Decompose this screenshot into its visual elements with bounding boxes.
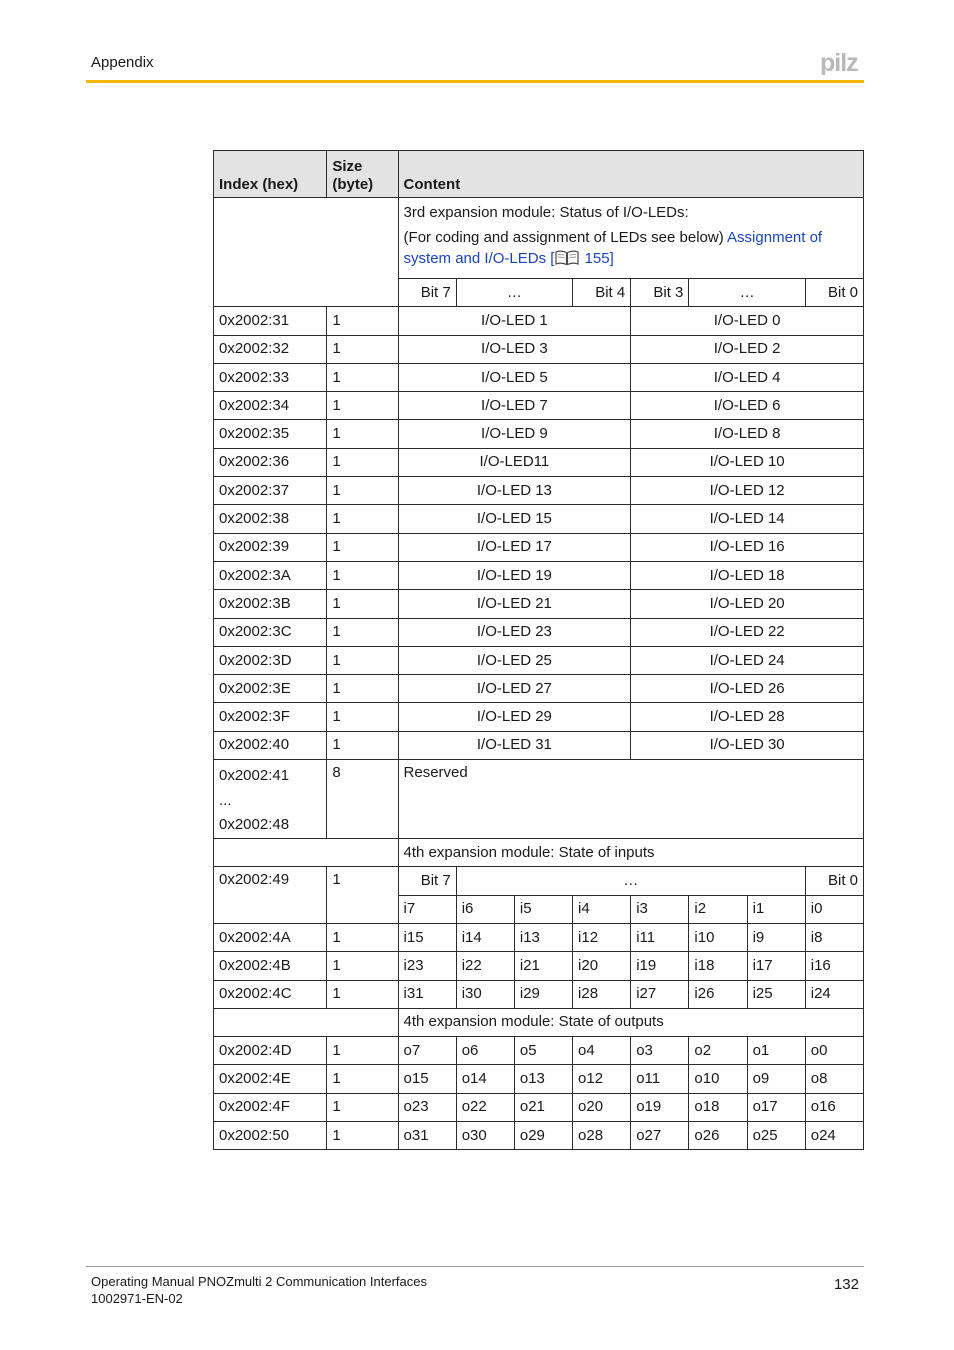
output-bit-cell: o17 <box>747 1093 805 1121</box>
index-cell: 0x2002:4B <box>214 952 327 980</box>
index-range-line: ... <box>219 791 232 809</box>
index-cell: 0x2002:3C <box>214 618 327 646</box>
led-low-cell: I/O-LED 26 <box>631 675 864 703</box>
output-bit-cell: o2 <box>689 1037 747 1065</box>
size-cell: 1 <box>327 1065 398 1093</box>
index-cell: 0x2002:34 <box>214 392 327 420</box>
led-high-cell: I/O-LED 7 <box>398 392 631 420</box>
size-cell: 1 <box>327 392 398 420</box>
size-cell: 1 <box>327 561 398 589</box>
input-bit-cell: i19 <box>631 952 689 980</box>
led-high-cell: I/O-LED 15 <box>398 505 631 533</box>
output-bit-cell: o23 <box>398 1093 456 1121</box>
size-cell: 1 <box>327 307 398 335</box>
output-bit-cell: o14 <box>456 1065 514 1093</box>
led-low-cell: I/O-LED 2 <box>631 335 864 363</box>
input-bit-cell: i14 <box>456 923 514 951</box>
bit-ellipsis-cell: … <box>456 867 805 895</box>
led-low-cell: I/O-LED 28 <box>631 703 864 731</box>
module3-description <box>398 198 863 279</box>
led-high-cell: I/O-LED 31 <box>398 731 631 759</box>
output-bit-cell: o6 <box>456 1037 514 1065</box>
led-low-cell: I/O-LED 16 <box>631 533 864 561</box>
input-bit-cell: i3 <box>631 895 689 923</box>
table-row <box>214 703 864 731</box>
input-bit-cell: i8 <box>805 923 863 951</box>
led-high-cell: I/O-LED 27 <box>398 675 631 703</box>
led-high-cell: I/O-LED 17 <box>398 533 631 561</box>
led-low-cell: I/O-LED 18 <box>631 561 864 589</box>
table-row <box>214 731 864 759</box>
led-high-cell: I/O-LED 25 <box>398 646 631 674</box>
table-row <box>214 307 864 335</box>
output-bit-cell: o7 <box>398 1037 456 1065</box>
assignment-link-text: Assignment of system and I/O-LEDs <box>403 229 823 267</box>
column-header-content: Content <box>398 151 863 198</box>
led-high-cell: I/O-LED 9 <box>398 420 631 448</box>
input-bit-cell: i21 <box>514 952 572 980</box>
input-bit-cell: i10 <box>689 923 747 951</box>
input-bit-cell: i6 <box>456 895 514 923</box>
size-cell: 1 <box>327 335 398 363</box>
size-cell: 1 <box>327 675 398 703</box>
led-low-cell: I/O-LED 22 <box>631 618 864 646</box>
table-row <box>214 533 864 561</box>
input-bit-cell: i27 <box>631 980 689 1008</box>
input-bit-cell: i25 <box>747 980 805 1008</box>
output-bit-cell: o0 <box>805 1037 863 1065</box>
index-cell: 0x2002:49 <box>214 867 327 924</box>
input-bit-cell: i24 <box>805 980 863 1008</box>
output-bit-cell: o16 <box>805 1093 863 1121</box>
empty-cell <box>214 839 399 867</box>
empty-cell <box>214 1008 399 1036</box>
size-cell: 1 <box>327 952 398 980</box>
input-bit-cell: i26 <box>689 980 747 1008</box>
index-cell: 0x2002:40 <box>214 731 327 759</box>
output-bit-cell: o13 <box>514 1065 572 1093</box>
led-low-cell: I/O-LED 8 <box>631 420 864 448</box>
header-rule <box>86 80 864 83</box>
output-bit-cell: o9 <box>747 1065 805 1093</box>
led-low-cell: I/O-LED 10 <box>631 448 864 476</box>
table-row <box>214 448 864 476</box>
index-cell: 0x2002:31 <box>214 307 327 335</box>
index-cell: 0x2002:36 <box>214 448 327 476</box>
section-title: Appendix <box>91 54 154 71</box>
table-row <box>214 675 864 703</box>
pilz-logo <box>820 51 864 79</box>
input-bit-cell: i30 <box>456 980 514 1008</box>
input-bit-cell: i2 <box>689 895 747 923</box>
input-bit-cell: i28 <box>573 980 631 1008</box>
output-bit-cell: o5 <box>514 1037 572 1065</box>
input-bit-cell: i0 <box>805 895 863 923</box>
table-header-row <box>214 151 864 198</box>
module4-inputs-title: 4th expansion module: State of inputs <box>398 839 863 867</box>
output-bit-cell: o24 <box>805 1122 863 1150</box>
output-bit-cell: o3 <box>631 1037 689 1065</box>
led-high-cell: I/O-LED 1 <box>398 307 631 335</box>
index-cell: 0x2002:4A <box>214 923 327 951</box>
output-bit-cell: o31 <box>398 1122 456 1150</box>
size-cell: 1 <box>327 420 398 448</box>
module4-inputs-title-row <box>214 839 864 867</box>
table-row <box>214 1093 864 1121</box>
input-bit-cell: i17 <box>747 952 805 980</box>
input-bit-cell: i7 <box>398 895 456 923</box>
index-cell: 0x2002:39 <box>214 533 327 561</box>
output-bit-cell: o18 <box>689 1093 747 1121</box>
index-cell: 0x2002:38 <box>214 505 327 533</box>
index-cell: 0x2002:3A <box>214 561 327 589</box>
index-cell: 0x2002:32 <box>214 335 327 363</box>
size-cell: 1 <box>327 646 398 674</box>
module4-outputs-title: 4th expansion module: State of outputs <box>398 1008 863 1036</box>
led-high-cell: I/O-LED 13 <box>398 477 631 505</box>
size-cell: 8 <box>327 760 398 839</box>
led-high-cell: I/O-LED11 <box>398 448 631 476</box>
empty-cell <box>214 198 399 307</box>
size-cell: 1 <box>327 363 398 391</box>
output-bit-cell: o1 <box>747 1037 805 1065</box>
module3-description-row <box>214 198 864 279</box>
output-bit-cell: o19 <box>631 1093 689 1121</box>
input-bit-cell: i1 <box>747 895 805 923</box>
size-cell: 1 <box>327 477 398 505</box>
input-bit-cell: i23 <box>398 952 456 980</box>
table-row <box>214 1065 864 1093</box>
bit-ellipsis-cell: … <box>456 279 572 307</box>
size-cell: 1 <box>327 618 398 646</box>
module4-outputs-title-row <box>214 1008 864 1036</box>
output-bit-cell: o27 <box>631 1122 689 1150</box>
size-cell: 1 <box>327 1037 398 1065</box>
table-row <box>214 363 864 391</box>
output-bit-cell: o21 <box>514 1093 572 1121</box>
module3-note <box>404 227 858 272</box>
module3-title: 3rd expansion module: Status of I/O-LEDs: <box>403 204 689 221</box>
index-cell: 0x2002:3D <box>214 646 327 674</box>
size-cell: 1 <box>327 867 398 924</box>
output-bit-cell: o10 <box>689 1065 747 1093</box>
input-bit-cell: i15 <box>398 923 456 951</box>
bit-label-cell: Bit 4 <box>573 279 631 307</box>
led-high-cell: I/O-LED 3 <box>398 335 631 363</box>
bit-label-cell: Bit 0 <box>805 279 863 307</box>
output-bit-cell: o26 <box>689 1122 747 1150</box>
size-cell: 1 <box>327 703 398 731</box>
input-bit-cell: i13 <box>514 923 572 951</box>
led-high-cell: I/O-LED 5 <box>398 363 631 391</box>
input-bit-cell: i29 <box>514 980 572 1008</box>
table-row <box>214 1122 864 1150</box>
index-cell: 0x2002:3B <box>214 590 327 618</box>
bit-label-cell: Bit 7 <box>398 279 456 307</box>
output-bit-cell: o11 <box>631 1065 689 1093</box>
footer-manual-title: Operating Manual PNOZmulti 2 Communication Interfaces <box>91 1274 427 1289</box>
size-cell: 1 <box>327 448 398 476</box>
output-bit-cell: o12 <box>573 1065 631 1093</box>
led-high-cell: I/O-LED 19 <box>398 561 631 589</box>
table-row <box>214 420 864 448</box>
module3-note-text: (For coding and assignment of LEDs see below) <box>403 229 728 246</box>
input-bit-cell: i5 <box>514 895 572 923</box>
led-high-cell: I/O-LED 21 <box>398 590 631 618</box>
table-row <box>214 923 864 951</box>
index-cell: 0x2002:50 <box>214 1122 327 1150</box>
led-low-cell: I/O-LED 14 <box>631 505 864 533</box>
index-cell: 0x2002:3F <box>214 703 327 731</box>
output-bit-cell: o29 <box>514 1122 572 1150</box>
input-bit-cell: i4 <box>573 895 631 923</box>
object-index-table <box>213 150 864 1150</box>
output-bit-cell: o4 <box>573 1037 631 1065</box>
index-cell: 0x2002:4F <box>214 1093 327 1121</box>
table-row <box>214 980 864 1008</box>
input-bit-cell: i18 <box>689 952 747 980</box>
index-cell: 0x2002:4D <box>214 1037 327 1065</box>
output-bit-cell: o22 <box>456 1093 514 1121</box>
bit-label-cell: Bit 0 <box>805 867 863 895</box>
output-bit-cell: o25 <box>747 1122 805 1150</box>
size-cell: 1 <box>327 731 398 759</box>
index-cell: 0x2002:37 <box>214 477 327 505</box>
input-bit-cell: i20 <box>573 952 631 980</box>
table-row <box>214 505 864 533</box>
bit-label-cell: Bit 7 <box>398 867 456 895</box>
table-row <box>214 952 864 980</box>
size-cell: 1 <box>327 533 398 561</box>
index-cell: 0x2002:4C <box>214 980 327 1008</box>
footer-doc-number: 1002971-EN-02 <box>91 1291 183 1306</box>
led-low-cell: I/O-LED 12 <box>631 477 864 505</box>
table-row <box>214 590 864 618</box>
input-bit-cell: i9 <box>747 923 805 951</box>
bit-ellipsis-cell: … <box>689 279 805 307</box>
led-low-cell: I/O-LED 24 <box>631 646 864 674</box>
table-row <box>214 646 864 674</box>
book-icon <box>554 249 580 272</box>
reserved-row <box>214 760 864 839</box>
index-cell: 0x2002:35 <box>214 420 327 448</box>
led-high-cell: I/O-LED 23 <box>398 618 631 646</box>
table-row <box>214 561 864 589</box>
column-header-size: Size (byte) <box>327 151 398 198</box>
reserved-cell: Reserved <box>398 760 863 839</box>
index-range-line: 0x2002:41 <box>219 767 290 785</box>
input-bit-cell: i11 <box>631 923 689 951</box>
size-cell: 1 <box>327 590 398 618</box>
table-row <box>214 1037 864 1065</box>
output-bit-cell: o8 <box>805 1065 863 1093</box>
led-low-cell: I/O-LED 20 <box>631 590 864 618</box>
table-row <box>214 392 864 420</box>
page-number: 132 <box>833 1276 859 1293</box>
table-row <box>214 477 864 505</box>
index-range-cell <box>214 760 327 839</box>
output-bit-cell: o30 <box>456 1122 514 1150</box>
output-bit-cell: o20 <box>573 1093 631 1121</box>
svg-text:pilz: pilz <box>820 51 858 75</box>
table-row <box>214 335 864 363</box>
index-cell: 0x2002:4E <box>214 1065 327 1093</box>
led-high-cell: I/O-LED 29 <box>398 703 631 731</box>
led-low-cell: I/O-LED 4 <box>631 363 864 391</box>
size-cell: 1 <box>327 980 398 1008</box>
column-header-index: Index (hex) <box>214 151 327 198</box>
input-bit-cell: i16 <box>805 952 863 980</box>
link-open-bracket: [ <box>550 250 555 267</box>
table-row <box>214 618 864 646</box>
size-cell: 1 <box>327 923 398 951</box>
input-bit-cell: i22 <box>456 952 514 980</box>
led-low-cell: I/O-LED 6 <box>631 392 864 420</box>
output-bit-cell: o28 <box>573 1122 631 1150</box>
index-range-line: 0x2002:48 <box>219 816 290 834</box>
input-bit-cell: i31 <box>398 980 456 1008</box>
link-page-number: 155] <box>584 250 614 267</box>
led-low-cell: I/O-LED 0 <box>631 307 864 335</box>
size-cell: 1 <box>327 1122 398 1150</box>
size-cell: 1 <box>327 1093 398 1121</box>
footer-rule <box>86 1266 864 1267</box>
bit-label-cell: Bit 3 <box>631 279 689 307</box>
output-bit-cell: o15 <box>398 1065 456 1093</box>
index-cell: 0x2002:3E <box>214 675 327 703</box>
led-low-cell: I/O-LED 30 <box>631 731 864 759</box>
module4-inputs-bits-row <box>214 867 864 895</box>
input-bit-cell: i12 <box>573 923 631 951</box>
size-cell: 1 <box>327 505 398 533</box>
index-cell: 0x2002:33 <box>214 363 327 391</box>
